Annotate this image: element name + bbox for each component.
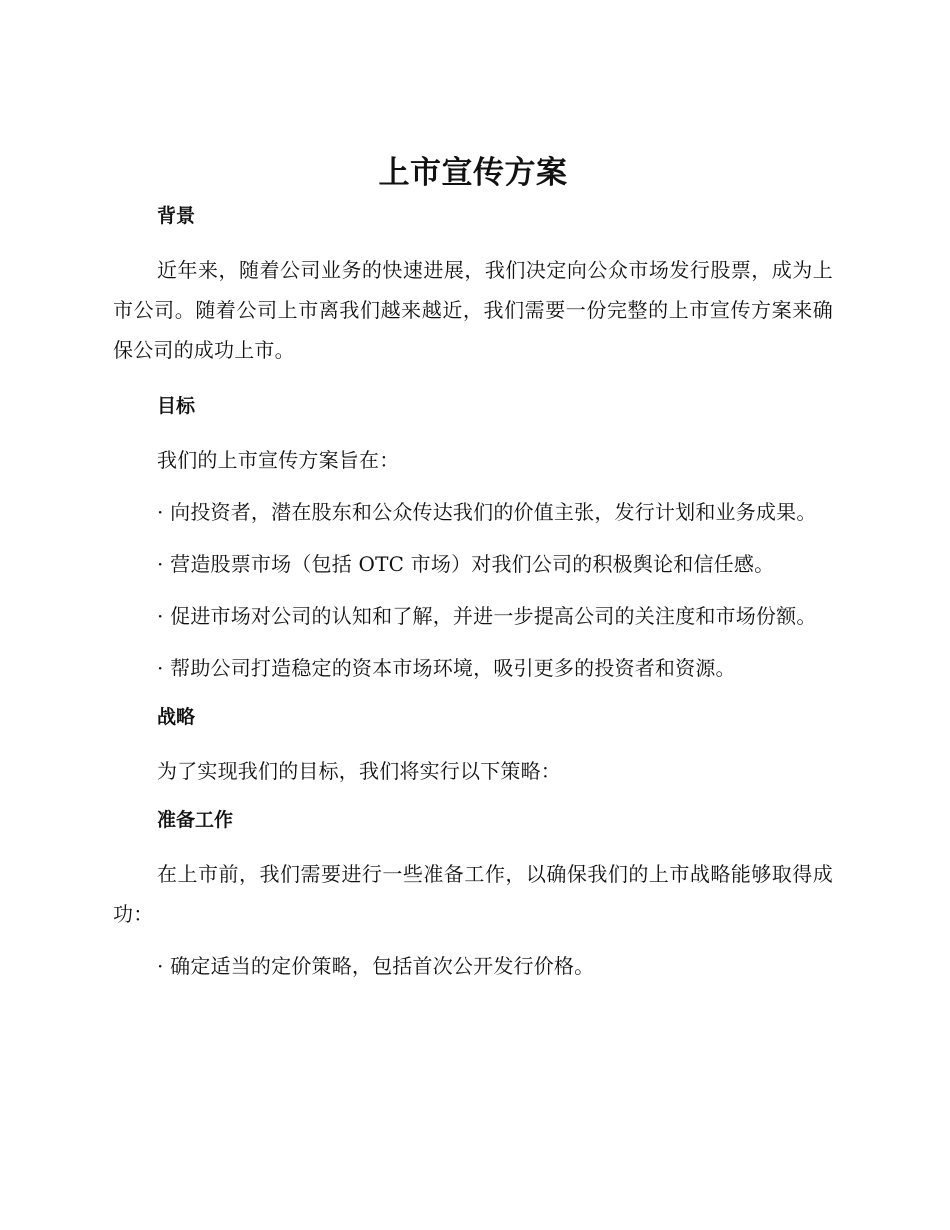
list-item-preparation: · 确定适当的定价策略，包括首次公开发行价格。 bbox=[157, 954, 595, 978]
paragraph-preparation-intro: 在上市前，我们需要进行一些准备工作，以确保我们的上市战略能够取得成功： bbox=[113, 862, 833, 926]
paragraph-background: 近年来，随着公司业务的快速进展，我们决定向公众市场发行股票，成为上市公司。随着公司上市离我们越来越近，我们需要一份完整的上市宣传方案来确保公司的成功上市。 bbox=[113, 258, 833, 362]
section-heading-background: 背景 bbox=[157, 205, 196, 227]
list-item-goal: · 向投资者，潜在股东和公众传达我们的价值主张，发行计划和业务成果。 bbox=[157, 500, 817, 524]
section-heading-goals: 目标 bbox=[157, 395, 196, 417]
section-heading-strategy: 战略 bbox=[157, 706, 196, 728]
list-item-goal: · 营造股票市场（包括 OTC 市场）对我们公司的积极舆论和信任感。 bbox=[157, 552, 775, 576]
paragraph-strategy-intro: 为了实现我们的目标，我们将实行以下策略： bbox=[157, 759, 561, 783]
document-title: 上市宣传方案 bbox=[378, 155, 568, 191]
list-item-goal: · 帮助公司打造稳定的资本市场环境，吸引更多的投资者和资源。 bbox=[157, 656, 736, 680]
section-heading-preparation: 准备工作 bbox=[157, 809, 234, 831]
list-item-goal: · 促进市场对公司的认知和了解，并进一步提高公司的关注度和市场份额。 bbox=[157, 604, 817, 628]
paragraph-goals-intro: 我们的上市宣传方案旨在： bbox=[157, 448, 400, 472]
document-content bbox=[113, 150, 833, 986]
